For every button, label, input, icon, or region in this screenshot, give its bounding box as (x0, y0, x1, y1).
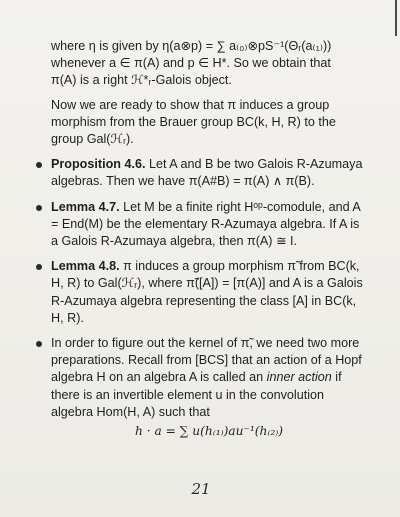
intro-line-2: whenever a ∈ π(A) and p ∈ H*. So we obtain that (51, 56, 331, 71)
item-label: Lemma 4.7. (51, 199, 120, 214)
intro-line-3: π(A) is a right ℋ*ᵣ-Galois object. (51, 73, 232, 88)
inner-action-term: inner action (266, 370, 332, 385)
kernel-paragraph (51, 335, 367, 440)
bullet-icon (36, 162, 42, 168)
page-number: 21 (191, 480, 211, 498)
lemma-4-7 (51, 199, 367, 251)
now-paragraph: Now we are ready to show that π induces a group morphism from the Brauer group BC(k, H, R) to the group Gal(ℋᵣ). (51, 97, 336, 147)
item-text: Let M be a finite right Hᵒᵖ-comodule, and A = End(M) be the elementary R-Azumaya algebra. If A is a Galois R-Azumaya algebra, then π(A) ≅ I. (51, 199, 361, 249)
page-edge-mark (395, 0, 397, 36)
lemma-4-8 (51, 258, 367, 327)
proposition-4-6 (51, 156, 367, 190)
item-label: Proposition 4.6. (51, 157, 146, 172)
item-text-after: if there is an invertible element u in the convolution algebra Hom(H, A) such that (51, 370, 342, 419)
bullet-icon (36, 264, 42, 270)
page-content (51, 38, 367, 440)
bullet-icon (36, 341, 42, 347)
item-text: π induces a group morphism π̃ from BC(k, H, R) to Gal(ℋᵣ), where π̃([A]) = [π(A)] and A is a Galois R-Azumaya algebra representing the class [A] in BC(k, H, R). (51, 259, 363, 325)
item-label: Lemma 4.8. (51, 259, 120, 274)
intro-line-1: where η is given by η(a⊗p) = ∑ a₍₀₎⊗pS⁻¹(Θᵣ(a₍₁₎)) (51, 39, 332, 53)
item-text-before: In order to figure out the kernel of π̃, we need two more preparations. Recall from [BCS] that an action of a Hopf algebra H on an algebra A is called an (51, 336, 362, 385)
bullet-icon (36, 205, 42, 211)
intro-paragraph (51, 38, 367, 90)
inner-action-formula: h · a = ∑ u(h₍₁₎)au⁻¹(h₍₂₎) (134, 424, 284, 439)
item-text: Let A and B be two Galois R-Azumaya algebras. Then we have π(A#B) = π(A) ∧ π(B). (51, 157, 363, 189)
